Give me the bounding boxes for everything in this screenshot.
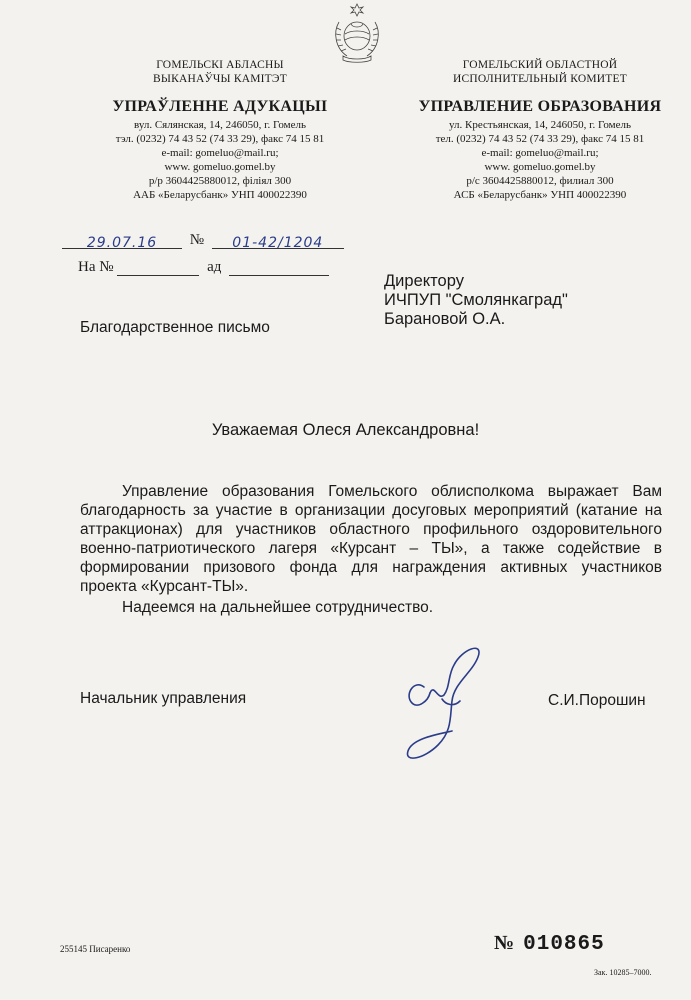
- outgoing-reference: [62, 232, 344, 249]
- serial-number-value: 010865: [523, 933, 605, 956]
- body-paragraph: Управление образования Гомельского облисполкома выражает Вам благодарность за участие в организации досуговых мероприятий (катание на аттракционах) для участников областного профильного оздоровительного военно-патриотического лагеря «Курсант – ТЫ», а также содействие в формировании призового фонда для награждения активных участников проекта «Курсант-ТЫ».: [80, 483, 662, 595]
- org-name-line2: ВЫКАНАЎЧЫ КАМІТЭТ: [153, 73, 287, 85]
- body-paragraph: Надеемся на дальнейшее сотрудничество.: [122, 599, 434, 616]
- letter-number: 01-42/1204: [232, 235, 324, 251]
- header-russian: [390, 58, 690, 202]
- number-label: №: [189, 232, 205, 248]
- reply-label: На №: [78, 259, 114, 275]
- letter-subject: Благодарственное письмо: [80, 319, 270, 336]
- department-title: УПРАВЛЕНИЕ ОБРАЗОВАНИЯ: [418, 98, 662, 115]
- web-line: www. gomeluo.gomel.by: [164, 161, 276, 173]
- signer-position: Начальник управления: [80, 690, 247, 707]
- reply-reference: [78, 259, 329, 276]
- addressee-line2: ИЧПУП "Смолянкаград": [384, 291, 568, 309]
- printer-note: 255145 Писаренко: [60, 944, 131, 954]
- org-name-line1: ГОМЕЛЬСКІ АБЛАСНЫ: [156, 59, 284, 71]
- addressee-line1: Директору: [384, 272, 464, 290]
- signer-name: С.И.Порошин: [548, 692, 646, 709]
- department-title: УПРАЎЛЕННЕ АДУКАЦЫІ: [112, 98, 328, 115]
- order-note: Зак. 10285–7000.: [594, 968, 652, 977]
- email-line: e-mail: gomeluo@mail.ru;: [481, 147, 599, 159]
- handwritten-signature: [394, 635, 484, 785]
- letter-date: 29.07.16: [86, 235, 158, 251]
- org-name-line2: ИСПОЛНИТЕЛЬНЫЙ КОМИТЕТ: [453, 73, 627, 85]
- web-line: www. gomeluo.gomel.by: [484, 161, 596, 173]
- serial-number-symbol: №: [494, 932, 516, 954]
- bank-line: ААБ «Беларусбанк» УНП 400022390: [133, 189, 307, 201]
- letter-body: [80, 482, 662, 617]
- account-line: р/р 3604425880012, філіял 300: [148, 175, 292, 187]
- reply-from-label: ад: [207, 259, 222, 275]
- form-serial-number: [494, 932, 605, 956]
- phone-line: тел. (0232) 74 43 52 (74 33 29), факс 74 15 81: [435, 133, 645, 145]
- address-line: вул. Сялянская, 14, 246050, г. Гомель: [134, 119, 306, 131]
- address-line: ул. Крестьянская, 14, 246050, г. Гомель: [449, 119, 631, 131]
- org-name-line1: ГОМЕЛЬСКИЙ ОБЛАСТНОЙ: [462, 59, 618, 71]
- addressee-line3: Барановой О.А.: [384, 310, 506, 328]
- phone-line: тэл. (0232) 74 43 52 (74 33 29), факс 74 15 81: [115, 133, 325, 145]
- greeting: Уважаемая Олеся Александровна!: [211, 421, 480, 439]
- account-line: р/с 3604425880012, филиал 300: [466, 175, 614, 187]
- bank-line: АСБ «Беларусбанк» УНП 400022390: [453, 189, 627, 201]
- state-emblem-icon: [329, 2, 385, 64]
- header-belarusian: [60, 58, 380, 202]
- email-line: e-mail: gomeluo@mail.ru;: [161, 147, 279, 159]
- addressee-block: [384, 272, 568, 329]
